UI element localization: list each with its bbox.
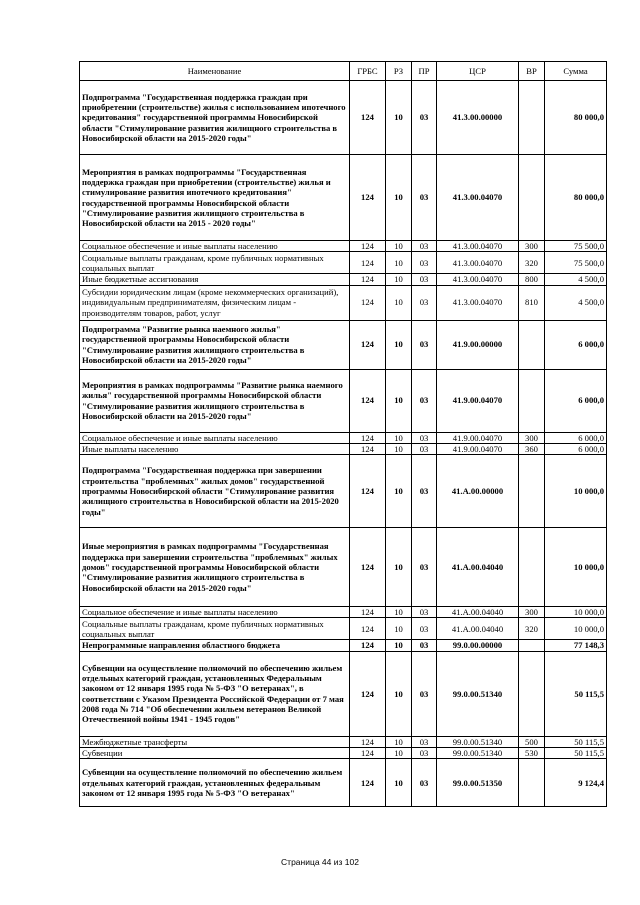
row-csr: 41.А.00.00000 xyxy=(437,455,519,528)
row-name: Иные бюджетные ассигнования xyxy=(80,274,350,285)
row-rz: 10 xyxy=(386,320,412,369)
row-pr: 03 xyxy=(412,432,437,443)
row-rz: 10 xyxy=(386,443,412,454)
row-grbs: 124 xyxy=(350,81,386,155)
row-pr: 03 xyxy=(412,748,437,759)
table-row xyxy=(80,432,607,443)
row-csr: 99.0.00.51340 xyxy=(437,736,519,747)
row-name: Подпрограмма "Государственная поддержка граждан при приобретении (строительстве) жилья с использованием ипотечного кредитования" государственной программы Новосибирской области "Стимулирование развития жилищного строительства в Новосибирской области на 2015-2020 годы" xyxy=(80,81,350,155)
row-csr: 99.0.00.00000 xyxy=(437,640,519,651)
row-pr: 03 xyxy=(412,285,437,320)
table-header-row xyxy=(80,62,607,81)
row-vr: 800 xyxy=(519,274,545,285)
row-rz: 10 xyxy=(386,369,412,432)
row-amount: 6 000,0 xyxy=(545,369,607,432)
row-vr: 320 xyxy=(519,252,545,274)
row-amount: 50 115,5 xyxy=(545,651,607,736)
row-pr: 03 xyxy=(412,369,437,432)
row-amount: 4 500,0 xyxy=(545,274,607,285)
table-row xyxy=(80,369,607,432)
row-rz: 10 xyxy=(386,759,412,807)
row-vr xyxy=(519,455,545,528)
row-pr: 03 xyxy=(412,155,437,241)
row-amount: 10 000,0 xyxy=(545,455,607,528)
table-body xyxy=(80,81,607,807)
table-row xyxy=(80,81,607,155)
row-name: Подпрограмма "Государственная поддержка при завершении строительства "проблемных" жилых домов" государственной программы Новосибирской области "Стимулирование развития жилищного строительства в Новосибирской области на 2015-2020 годы" xyxy=(80,455,350,528)
row-rz: 10 xyxy=(386,432,412,443)
row-vr xyxy=(519,369,545,432)
row-grbs: 124 xyxy=(350,369,386,432)
row-rz: 10 xyxy=(386,285,412,320)
row-name: Непрограммные направления областного бюджета xyxy=(80,640,350,651)
row-csr: 41.3.00.04070 xyxy=(437,274,519,285)
row-grbs: 124 xyxy=(350,443,386,454)
row-csr: 41.А.00.04040 xyxy=(437,607,519,618)
row-amount: 80 000,0 xyxy=(545,155,607,241)
table-row xyxy=(80,640,607,651)
header-pr: ПР xyxy=(412,62,437,81)
row-grbs: 124 xyxy=(350,320,386,369)
row-amount: 10 000,0 xyxy=(545,618,607,640)
row-pr: 03 xyxy=(412,528,437,607)
row-csr: 99.0.00.51340 xyxy=(437,748,519,759)
row-pr: 03 xyxy=(412,759,437,807)
table-row xyxy=(80,274,607,285)
header-grbs: ГРБС xyxy=(350,62,386,81)
row-csr: 41.3.00.04070 xyxy=(437,155,519,241)
table-row xyxy=(80,443,607,454)
table-row xyxy=(80,455,607,528)
row-pr: 03 xyxy=(412,736,437,747)
row-pr: 03 xyxy=(412,443,437,454)
row-amount: 77 148,3 xyxy=(545,640,607,651)
row-vr xyxy=(519,528,545,607)
row-name: Социальные выплаты гражданам, кроме публичных нормативных социальных выплат xyxy=(80,618,350,640)
row-rz: 10 xyxy=(386,274,412,285)
row-rz: 10 xyxy=(386,252,412,274)
row-grbs: 124 xyxy=(350,241,386,252)
header-rz: РЗ xyxy=(386,62,412,81)
row-amount: 10 000,0 xyxy=(545,607,607,618)
row-pr: 03 xyxy=(412,640,437,651)
row-amount: 6 000,0 xyxy=(545,443,607,454)
row-name: Субвенции на осуществление полномочий по обеспечению жильем отдельных категорий граждан, установленных федеральным законом от 12 января 1995 года № 5-ФЗ "О ветеранах" xyxy=(80,759,350,807)
row-rz: 10 xyxy=(386,528,412,607)
row-grbs: 124 xyxy=(350,607,386,618)
row-pr: 03 xyxy=(412,618,437,640)
row-pr: 03 xyxy=(412,651,437,736)
row-grbs: 124 xyxy=(350,432,386,443)
row-vr: 300 xyxy=(519,607,545,618)
row-pr: 03 xyxy=(412,81,437,155)
header-csr: ЦСР xyxy=(437,62,519,81)
row-csr: 41.А.00.04040 xyxy=(437,618,519,640)
row-csr: 41.А.00.04040 xyxy=(437,528,519,607)
row-vr xyxy=(519,759,545,807)
table-row xyxy=(80,528,607,607)
table-row xyxy=(80,155,607,241)
row-name: Субвенции на осуществление полномочий по обеспечению жильем отдельных категорий граждан, установленных Федеральным законом от 12 января 1995 года № 5-ФЗ "О ветеранах", в соответствии с Указом Президента Российской Федерации от 7 мая 2008 года № 714 "Об обеспечении жильем ветеранов Великой Отечественной войны 1941 - 1945 годов" xyxy=(80,651,350,736)
row-name: Подпрограмма "Развитие рынка наемного жилья" государственной программы Новосибирской области "Стимулирование развития жилищного строительства в Новосибирской области на 2015-2020 годы" xyxy=(80,320,350,369)
header-amount: Сумма xyxy=(545,62,607,81)
table-row xyxy=(80,607,607,618)
row-amount: 80 000,0 xyxy=(545,81,607,155)
row-pr: 03 xyxy=(412,274,437,285)
row-rz: 10 xyxy=(386,241,412,252)
row-name: Социальное обеспечение и иные выплаты населению xyxy=(80,607,350,618)
row-grbs: 124 xyxy=(350,736,386,747)
row-pr: 03 xyxy=(412,252,437,274)
row-rz: 10 xyxy=(386,736,412,747)
row-grbs: 124 xyxy=(350,285,386,320)
row-name: Иные мероприятия в рамках подпрограммы "Государственная поддержка при завершении строительства "проблемных" жилых домов" государственной программы Новосибирской области "Стимулирование развития жилищного строительства в Новосибирской области на 2015-2020 годы" xyxy=(80,528,350,607)
header-vr: ВР xyxy=(519,62,545,81)
row-csr: 99.0.00.51350 xyxy=(437,759,519,807)
table-row xyxy=(80,759,607,807)
header-name: Наименование xyxy=(80,62,350,81)
row-amount: 4 500,0 xyxy=(545,285,607,320)
row-csr: 41.3.00.04070 xyxy=(437,252,519,274)
row-name: Мероприятия в рамках подпрограммы "Развитие рынка наемного жилья" государственной программы Новосибирской области "Стимулирование развития жилищного строительства в Новосибирской области на 2015-2020 годы" xyxy=(80,369,350,432)
row-grbs: 124 xyxy=(350,640,386,651)
row-rz: 10 xyxy=(386,81,412,155)
row-grbs: 124 xyxy=(350,618,386,640)
row-amount: 10 000,0 xyxy=(545,528,607,607)
row-name: Социальное обеспечение и иные выплаты населению xyxy=(80,432,350,443)
page-number: Страница 44 из 102 xyxy=(281,857,359,867)
row-amount: 75 500,0 xyxy=(545,241,607,252)
row-grbs: 124 xyxy=(350,455,386,528)
row-csr: 41.9.00.04070 xyxy=(437,443,519,454)
row-pr: 03 xyxy=(412,607,437,618)
row-grbs: 124 xyxy=(350,759,386,807)
row-pr: 03 xyxy=(412,320,437,369)
row-rz: 10 xyxy=(386,651,412,736)
row-vr: 500 xyxy=(519,736,545,747)
table-row xyxy=(80,618,607,640)
row-grbs: 124 xyxy=(350,748,386,759)
row-amount: 6 000,0 xyxy=(545,432,607,443)
row-rz: 10 xyxy=(386,455,412,528)
row-csr: 41.3.00.04070 xyxy=(437,241,519,252)
row-name: Иные выплаты населению xyxy=(80,443,350,454)
row-vr: 300 xyxy=(519,241,545,252)
row-amount: 9 124,4 xyxy=(545,759,607,807)
row-rz: 10 xyxy=(386,155,412,241)
row-pr: 03 xyxy=(412,241,437,252)
row-csr: 41.9.00.00000 xyxy=(437,320,519,369)
row-csr: 99.0.00.51340 xyxy=(437,651,519,736)
row-amount: 75 500,0 xyxy=(545,252,607,274)
row-name: Межбюджетные трансферты xyxy=(80,736,350,747)
table-row xyxy=(80,285,607,320)
table-row xyxy=(80,252,607,274)
row-amount: 6 000,0 xyxy=(545,320,607,369)
row-name: Субсидии юридическим лицам (кроме некоммерческих организаций), индивидуальным предпринимателям, физическим лицам - производителям товаров, работ, услуг xyxy=(80,285,350,320)
row-csr: 41.3.00.04070 xyxy=(437,285,519,320)
row-vr xyxy=(519,651,545,736)
row-vr xyxy=(519,320,545,369)
row-grbs: 124 xyxy=(350,252,386,274)
row-amount: 50 115,5 xyxy=(545,748,607,759)
table-row xyxy=(80,320,607,369)
budget-table xyxy=(79,61,607,807)
row-vr xyxy=(519,155,545,241)
row-rz: 10 xyxy=(386,618,412,640)
table-row xyxy=(80,651,607,736)
row-vr xyxy=(519,81,545,155)
row-name: Субвенции xyxy=(80,748,350,759)
table-row xyxy=(80,748,607,759)
row-amount: 50 115,5 xyxy=(545,736,607,747)
row-vr: 360 xyxy=(519,443,545,454)
row-grbs: 124 xyxy=(350,528,386,607)
row-rz: 10 xyxy=(386,640,412,651)
row-vr: 300 xyxy=(519,432,545,443)
row-vr: 530 xyxy=(519,748,545,759)
table-row xyxy=(80,736,607,747)
row-vr: 320 xyxy=(519,618,545,640)
row-name: Социальное обеспечение и иные выплаты населению xyxy=(80,241,350,252)
row-csr: 41.9.00.04070 xyxy=(437,432,519,443)
row-grbs: 124 xyxy=(350,274,386,285)
row-name: Мероприятия в рамках подпрограммы "Государственная поддержка граждан при приобретении (строительстве) жилья и стимулирование развития ипотечного кредитования" государственной программы Новосибирской области "Стимулирование развития жилищного строительства в Новосибирской области на 2015 - 2020 годы" xyxy=(80,155,350,241)
row-csr: 41.9.00.04070 xyxy=(437,369,519,432)
table-row xyxy=(80,241,607,252)
row-grbs: 124 xyxy=(350,155,386,241)
row-name: Социальные выплаты гражданам, кроме публичных нормативных социальных выплат xyxy=(80,252,350,274)
row-grbs: 124 xyxy=(350,651,386,736)
row-vr xyxy=(519,640,545,651)
row-rz: 10 xyxy=(386,748,412,759)
row-csr: 41.3.00.00000 xyxy=(437,81,519,155)
row-rz: 10 xyxy=(386,607,412,618)
row-pr: 03 xyxy=(412,455,437,528)
row-vr: 810 xyxy=(519,285,545,320)
